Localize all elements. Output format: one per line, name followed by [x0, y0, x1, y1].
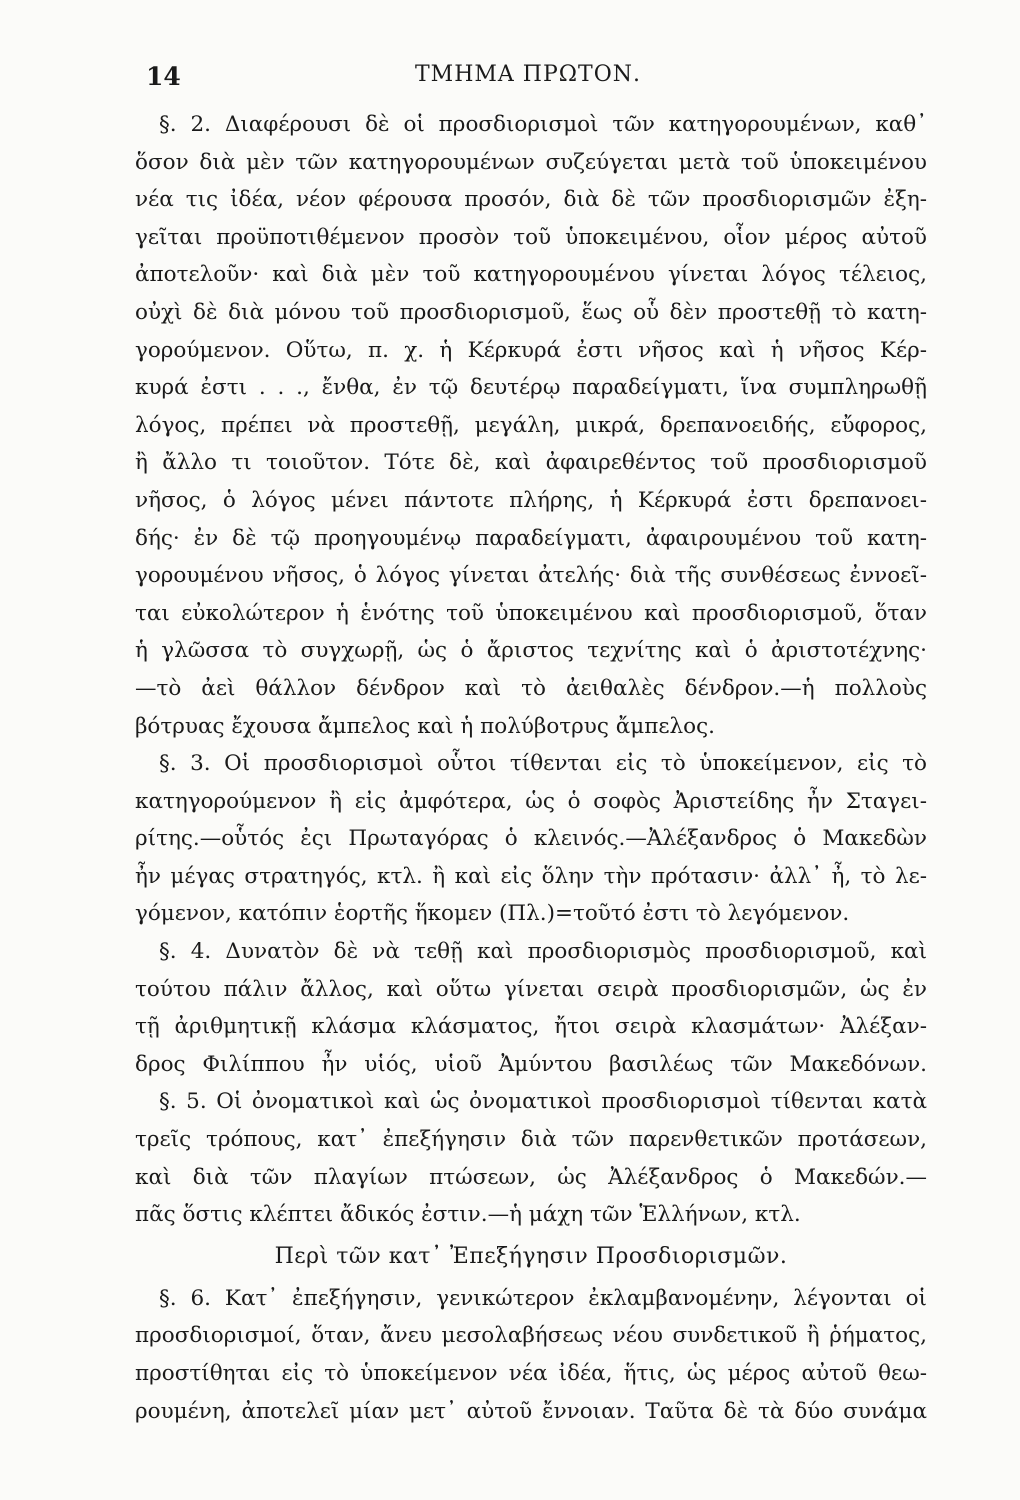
text-line: ται εὐκολώτερον ἡ ἑνότης τοῦ ὑποκειμένου καὶ προσδιορισμοῦ, ὅταν	[135, 600, 927, 626]
text-line: προσδιορισμοί, ὅταν, ἄνευ μεσολαβήσεως νέου συνδετικοῦ ἢ ῥήματος,	[135, 1323, 927, 1349]
text-line: ἦν μέγας στρατηγός, κτλ. ἢ καὶ εἰς ὅλην τὴν πρότασιν· ἀλλ᾽ ἦ, τὸ λε-	[135, 863, 927, 889]
text-line: §. 4. Δυνατὸν δὲ νὰ τεθῇ καὶ προσδιορισμὸς προσδιορισμοῦ, καὶ	[159, 939, 927, 965]
text-line: τρεῖς τρόπους, κατ᾽ ἐπεξήγησιν διὰ τῶν παρενθετικῶν προτάσεων,	[135, 1127, 927, 1153]
text-line: δρος Φιλίππου ἦν υἱός, υἱοῦ Ἀμύντου βασιλέως τῶν Μακεδόνων.	[135, 1051, 927, 1077]
text-line: οὐχὶ δὲ διὰ μόνου τοῦ προσδιορισμοῦ, ἕως οὗ δὲν προστεθῇ τὸ κατη-	[135, 299, 927, 325]
text-line: §. 5. Οἱ ὀνοματικοὶ καὶ ὡς ὀνοματικοὶ προσδιορισμοὶ τίθενται κατὰ	[159, 1089, 927, 1115]
text-line: γορουμένου νῆσος, ὁ λόγος γίνεται ἀτελής· διὰ τῆς συνθέσεως ἐννοεῖ-	[135, 563, 927, 589]
text-line: ρουμένη, ἀποτελεῖ μίαν μετ᾽ αὐτοῦ ἔννοιαν. Ταῦτα δὲ τὰ δύο συνάμα	[135, 1398, 927, 1424]
text-line: ὅσον διὰ μὲν τῶν κατηγορουμένων συζεύγεται μετὰ τοῦ ὑποκειμένου	[135, 149, 927, 175]
text-line: δής· ἐν δὲ τῷ προηγουμένῳ παραδείγματι, ἀφαιρουμένου τοῦ κατη-	[135, 525, 927, 551]
text-line: λόγος, πρέπει νὰ προστεθῇ, μεγάλη, μικρά, δρεπανοειδής, εὔφορος,	[135, 412, 927, 438]
text-line: γορούμενον. Οὕτω, π. χ. ἡ Κέρκυρά ἐστι νῆσος καὶ ἡ νῆσος Κέρ-	[135, 337, 927, 363]
text-line: ἀποτελοῦν· καὶ διὰ μὲν τοῦ κατηγορουμένου γίνεται λόγος τέλειος,	[135, 262, 927, 288]
page-body	[135, 106, 927, 1430]
text-line: §. 6. Κατ᾽ ἐπεξήγησιν, γενικώτερον ἐκλαμβανομένην, λέγονται οἱ	[159, 1285, 927, 1311]
text-line: νέα τις ἰδέα, νέον φέρουσα προσόν, διὰ δὲ τῶν προσδιορισμῶν ἐξη-	[135, 187, 927, 213]
text-line: ἢ ἄλλο τι τοιοῦτον. Τότε δὲ, καὶ ἀφαιρεθέντος τοῦ προσδιορισμοῦ	[135, 450, 927, 476]
text-line: γεῖται προϋποτιθέμενον προσὸν τοῦ ὑποκειμένου, οἷον μέρος αὐτοῦ	[135, 224, 927, 250]
text-line: προστίθηται εἰς τὸ ὑποκείμενον νέα ἰδέα, ἥτις, ὡς μέρος αὐτοῦ θεω-	[135, 1361, 927, 1386]
text-line: καὶ διὰ τῶν πλαγίων πτώσεων, ὡς Ἀλέξανδρος ὁ Μακεδών.—	[135, 1164, 927, 1190]
text-line: κατηγορούμενον ἢ εἰς ἀμφότερα, ὡς ὁ σοφὸς Ἀριστείδης ἦν Σταγει-	[135, 788, 927, 814]
text-line: τῇ ἀριθμητικῇ κλάσμα κλάσματος, ἤτοι σειρὰ κλασμάτων· Ἀλέξαν-	[135, 1014, 927, 1040]
text-line: κυρά ἐστι . . ., ἔνθα, ἐν τῷ δευτέρῳ παραδείγματι, ἵνα συμπληρωθῇ	[135, 375, 927, 401]
text-line: τούτου πάλιν ἄλλος, καὶ οὕτω γίνεται σειρὰ προσδιορισμῶν, ὡς ἐν	[135, 976, 927, 1002]
text-line: ἡ γλῶσσα τὸ συγχωρῇ, ὡς ὁ ἄριστος τεχνίτης καὶ ὁ ἀριστοτέχνης·	[135, 638, 927, 664]
page-header	[128, 62, 928, 96]
text-line: §. 2. Διαφέρουσι δὲ οἱ προσδιορισμοὶ τῶν κατηγορουμένων, καθ᾽	[159, 112, 927, 137]
section-heading: Περὶ τῶν κατ᾽ Ἐπεξήγησιν Προσδιορισμῶν.	[274, 1243, 788, 1269]
text-line: ρίτης.—οὗτός ἐςι Πρωταγόρας ὁ κλεινός.—Ἀλέξανδρος ὁ Μακεδὼν	[135, 826, 927, 852]
text-line: βότρυας ἔχουσα ἄμπελος καὶ ἡ πολύβοτρυς ἄμπελος.	[135, 713, 715, 739]
text-line: γόμενον, κατόπιν ἑορτῆς ἥκομεν (Πλ.)=τοῦτό ἐστι τὸ λεγόμενον.	[135, 901, 850, 927]
text-line: —τὸ ἀεὶ θάλλον δένδρον καὶ τὸ ἀειθαλὲς δένδρον.—ἡ πολλοὺς	[135, 675, 927, 701]
page-number: 14	[146, 62, 181, 91]
running-head: ΤΜΗΜΑ ΠΡΩΤΟΝ.	[415, 62, 641, 87]
text-line: §. 3. Οἱ προσδιορισμοὶ οὗτοι τίθενται εἰς τὸ ὑποκείμενον, εἰς τὸ	[159, 751, 927, 777]
text-line: νῆσος, ὁ λόγος μένει πάντοτε πλήρης, ἡ Κέρκυρά ἐστι δρεπανοει-	[135, 487, 927, 513]
text-line: πᾶς ὅστις κλέπτει ἄδικός ἐστιν.—ἡ μάχη τῶν Ἑλλήνων, κτλ.	[135, 1202, 801, 1228]
